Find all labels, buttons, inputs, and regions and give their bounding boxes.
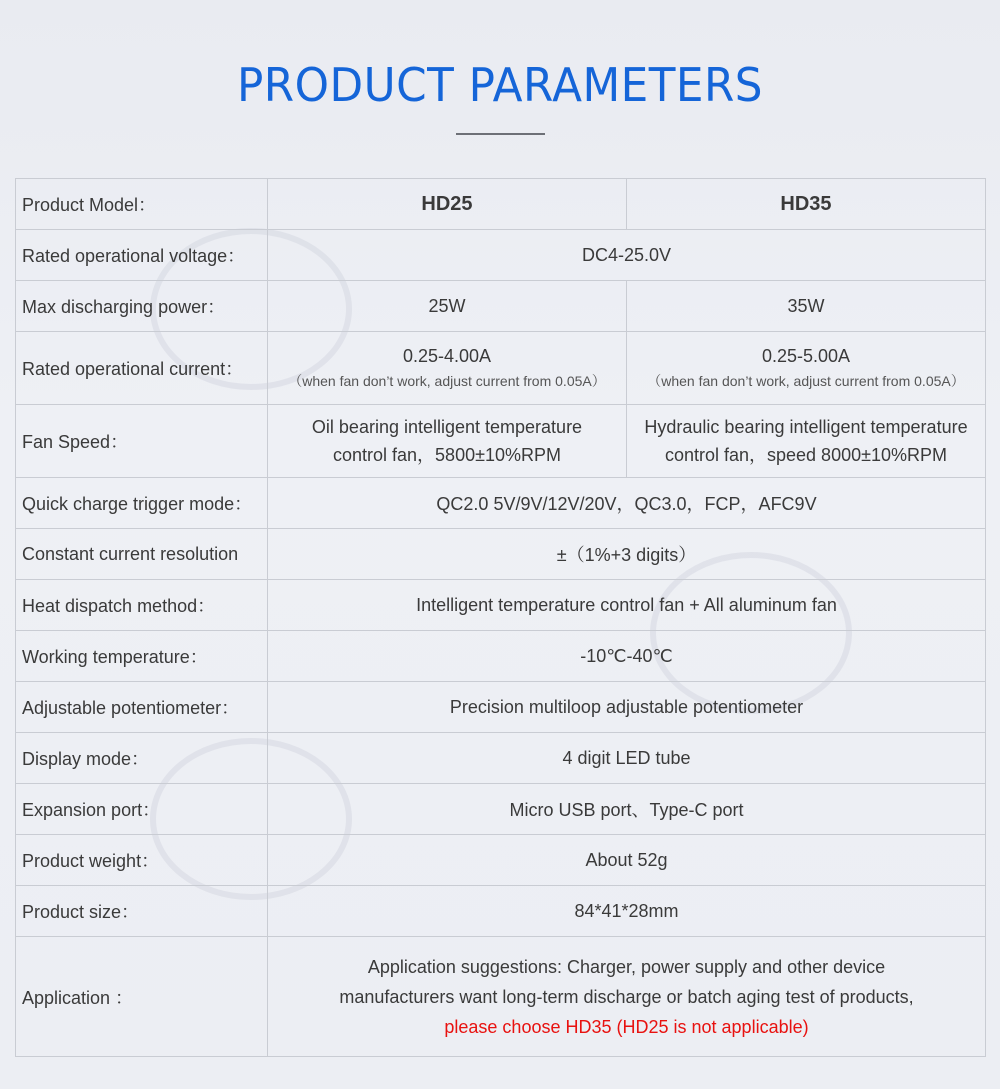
row-value: QC2.0 5V/9V/12V/20V，QC3.0，FCP，AFC9V	[268, 478, 986, 529]
fan-line: Oil bearing intelligent temperature	[311, 417, 583, 437]
row-label: Product size：	[16, 886, 268, 937]
row-value: About 52g	[268, 835, 986, 886]
application-warning: please choose HD35 (HD25 is not applicable)	[444, 1016, 809, 1037]
table-row	[16, 405, 986, 478]
row-value: 4 digit LED tube	[268, 733, 986, 784]
row-value-hd35	[627, 405, 986, 478]
row-label: Application ：	[16, 937, 268, 1057]
model-header-hd25: HD25	[268, 179, 627, 230]
table-row	[16, 682, 986, 733]
row-label: Heat dispatch method：	[16, 580, 268, 631]
current-range: 0.25-5.00A	[761, 345, 851, 366]
row-value: Precision multiloop adjustable potentiometer	[268, 682, 986, 733]
row-label: Expansion port：	[16, 784, 268, 835]
row-label: Working temperature：	[16, 631, 268, 682]
row-value: Micro USB port、Type-C port	[268, 784, 986, 835]
table-row	[16, 631, 986, 682]
row-value: Intelligent temperature control fan + All aluminum fan	[268, 580, 986, 631]
row-label: Quick charge trigger mode：	[16, 478, 268, 529]
table-row	[16, 478, 986, 529]
row-label: Constant current resolution	[16, 529, 268, 580]
row-label: Product weight：	[16, 835, 268, 886]
row-label: Product Model：	[16, 179, 268, 230]
fan-line: control fan，speed 8000±10%RPM	[664, 445, 948, 465]
fan-line: control fan，5800±10%RPM	[333, 445, 561, 465]
model-header-hd35: HD35	[627, 179, 986, 230]
row-value: ±（1%+3 digits）	[268, 529, 986, 580]
row-value-hd25: 25W	[268, 281, 627, 332]
table-row	[16, 733, 986, 784]
row-label: Fan Speed：	[16, 405, 268, 478]
table-row	[16, 937, 986, 1057]
row-value-hd25	[268, 332, 627, 405]
row-value: -10℃-40℃	[268, 631, 986, 682]
title-divider	[456, 133, 545, 135]
page-title: PRODUCT PARAMETERS	[236, 58, 764, 112]
table-row	[16, 835, 986, 886]
current-range: 0.25-4.00A	[402, 345, 492, 366]
current-note: （when fan don’t work, adjust current from 0.05A）	[647, 372, 965, 389]
table-row	[16, 886, 986, 937]
table-row	[16, 332, 986, 405]
row-label: Max discharging power：	[16, 281, 268, 332]
table-row	[16, 784, 986, 835]
row-label: Adjustable potentiometer：	[16, 682, 268, 733]
row-label: Rated operational voltage：	[16, 230, 268, 281]
application-line: manufacturers want long-term discharge or batch aging test of products,	[339, 986, 914, 1007]
application-text	[268, 937, 986, 1057]
row-value: DC4-25.0V	[268, 230, 986, 281]
row-value: 84*41*28mm	[268, 886, 986, 937]
current-note: （when fan don’t work, adjust current from 0.05A）	[288, 372, 606, 389]
row-value-hd25	[268, 405, 627, 478]
row-value-hd35: 35W	[627, 281, 986, 332]
row-value-hd35	[627, 332, 986, 405]
table-row	[16, 230, 986, 281]
fan-line: Hydraulic bearing intelligent temperature	[644, 417, 968, 437]
row-label: Display mode：	[16, 733, 268, 784]
table-row	[16, 529, 986, 580]
parameters-table	[15, 178, 986, 1057]
table-row	[16, 580, 986, 631]
table-row	[16, 281, 986, 332]
application-line: Application suggestions: Charger, power supply and other device	[367, 956, 886, 977]
row-label: Rated operational current：	[16, 332, 268, 405]
table-row	[16, 179, 986, 230]
